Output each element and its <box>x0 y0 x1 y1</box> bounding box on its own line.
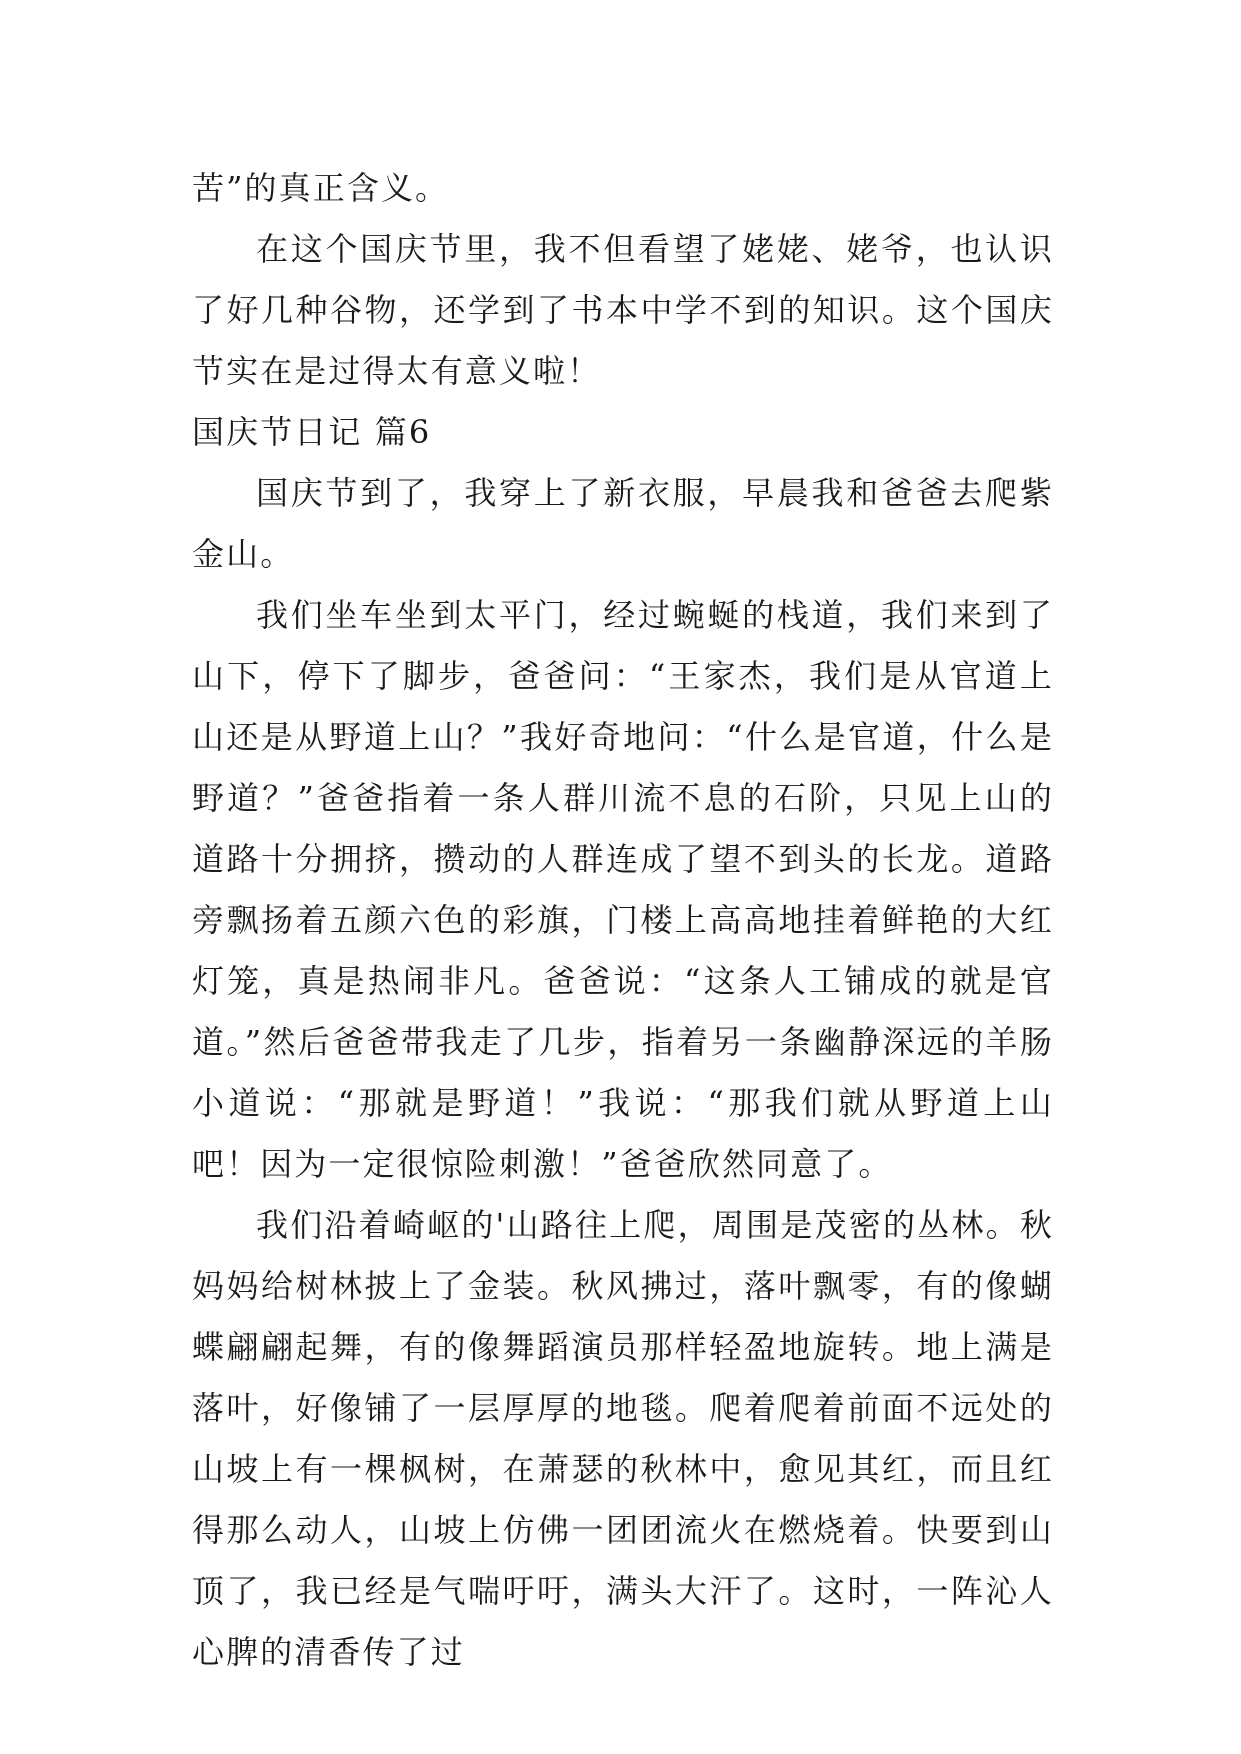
section-heading: 国庆节日记 篇6 <box>192 413 432 451</box>
paragraph-holiday-summary: 在这个国庆节里，我不但看望了姥姥、姥爷，也认识了好几种谷物，还学到了书本中学不到的知识。这个国庆节实在是过得太有意义啦！ <box>192 230 1054 390</box>
document-body <box>192 158 1054 1683</box>
paragraph-paths: 我们坐车坐到太平门，经过蜿蜒的栈道，我们来到了山下，停下了脚步，爸爸问：“王家杰，我们是从官道上山还是从野道上山？”我好奇地问：“什么是官道，什么是野道？”爸爸指着一条人群川流不息的石阶，只见上山的道路十分拥挤，攒动的人群连成了望不到头的长龙。道路旁飘扬着五颜六色的彩旗，门楼上高高地挂着鲜艳的大红灯笼，真是热闹非凡。爸爸说：“这条人工铺成的就是官道。”然后爸爸带我走了几步，指着另一条幽静深远的羊肠小道说：“那就是野道！”我说：“那我们就从野道上山吧！因为一定很惊险刺激！”爸爸欣然同意了。 <box>192 596 1054 1183</box>
paragraph-climb: 我们沿着崎岖的'山路往上爬，周围是茂密的丛林。秋妈妈给树林披上了金装。秋风拂过，落叶飘零，有的像蝴蝶翩翩起舞，有的像舞蹈演员那样轻盈地旋转。地上满是落叶，好像铺了一层厚厚的地毯。爬着爬着前面不远处的山坡上有一棵枫树，在萧瑟的秋林中，愈见其红，而且红得那么动人，山坡上仿佛一团团流火在燃烧着。快要到山顶了，我已经是气喘吁吁，满头大汗了。这时，一阵沁人心脾的清香传了过 <box>192 1206 1054 1671</box>
continuation-paragraph: 苦”的真正含义。 <box>192 169 450 207</box>
paragraph-intro: 国庆节到了，我穿上了新衣服，早晨我和爸爸去爬紫金山。 <box>192 474 1054 573</box>
